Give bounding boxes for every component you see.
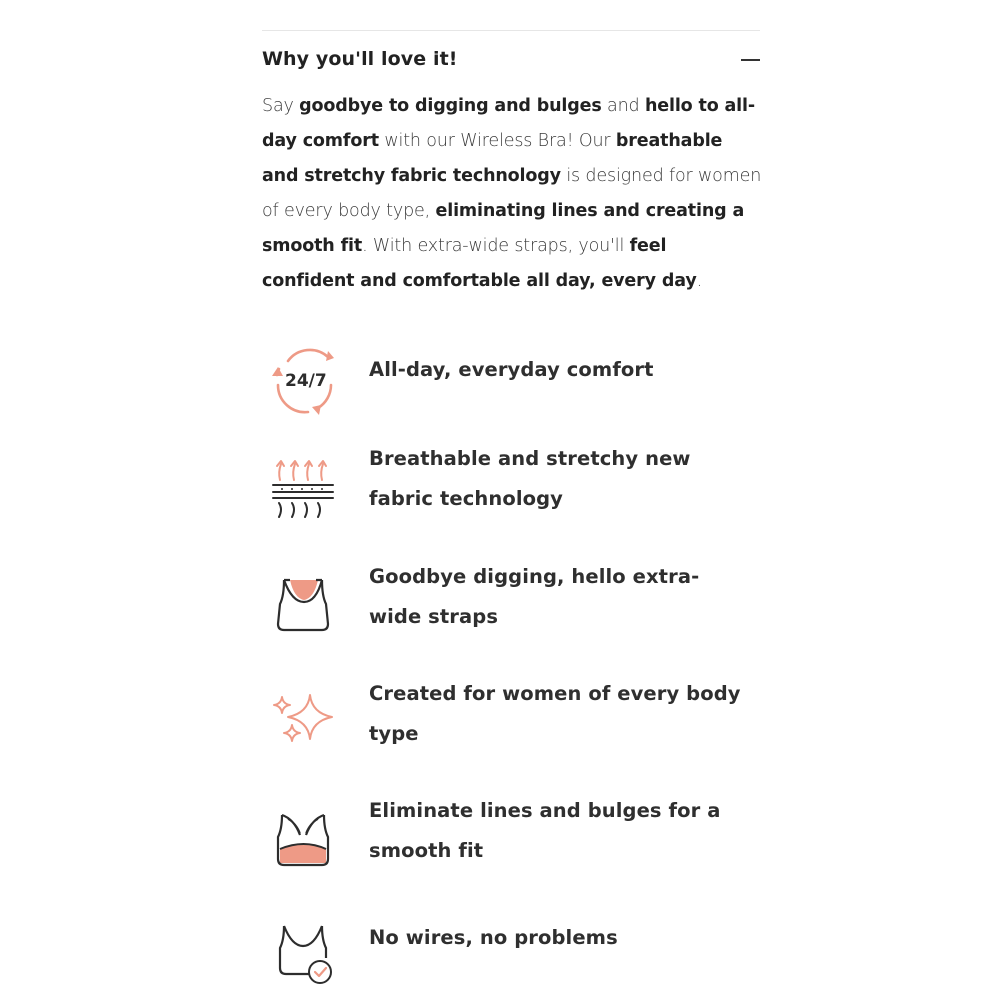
24-7-cycle-icon bbox=[270, 345, 336, 415]
feature-label: Eliminate lines and bulges for a smooth fit bbox=[369, 799, 721, 862]
feature-label: Breathable and stretchy new fabric technology bbox=[369, 447, 691, 510]
description-text: is designed for women of every body type, bbox=[262, 166, 762, 221]
no-wire-bra-icon bbox=[270, 918, 336, 988]
24-7-text: 24/7 bbox=[285, 371, 327, 391]
product-description bbox=[262, 89, 762, 299]
accordion-header-why-youll-love-it[interactable] bbox=[262, 44, 760, 78]
description-text: Say bbox=[262, 96, 300, 116]
description-text: . bbox=[696, 271, 703, 291]
minus-icon[interactable] bbox=[741, 59, 760, 61]
description-text: with our Wireless Bra! Our bbox=[378, 131, 616, 151]
description-text: . With extra-wide straps, you'll bbox=[362, 236, 630, 256]
description-highlight: goodbye to digging and bulges bbox=[299, 96, 602, 116]
feature-label: Goodbye digging, hello extra-wide straps bbox=[369, 565, 700, 628]
smooth-fit-bra-icon bbox=[270, 805, 336, 875]
description-highlight: feel confident and comfortable all day, every day bbox=[262, 236, 697, 291]
feature-label: Created for women of every body type bbox=[369, 682, 741, 745]
description-highlight: hello to all-day comfort bbox=[262, 96, 755, 151]
feature-label: No wires, no problems bbox=[369, 926, 618, 949]
description-highlight: breathable and stretchy fabric technology bbox=[262, 131, 723, 186]
section-divider bbox=[262, 30, 760, 31]
wide-straps-bra-icon bbox=[270, 568, 336, 638]
accordion-title: Why you'll love it! bbox=[262, 48, 458, 70]
description-highlight: eliminating lines and creating a smooth fit bbox=[262, 201, 745, 256]
breathable-fabric-icon bbox=[270, 452, 336, 522]
description-text: and bbox=[601, 96, 645, 116]
sparkles-icon bbox=[270, 687, 336, 757]
feature-label: All-day, everyday comfort bbox=[369, 358, 654, 381]
